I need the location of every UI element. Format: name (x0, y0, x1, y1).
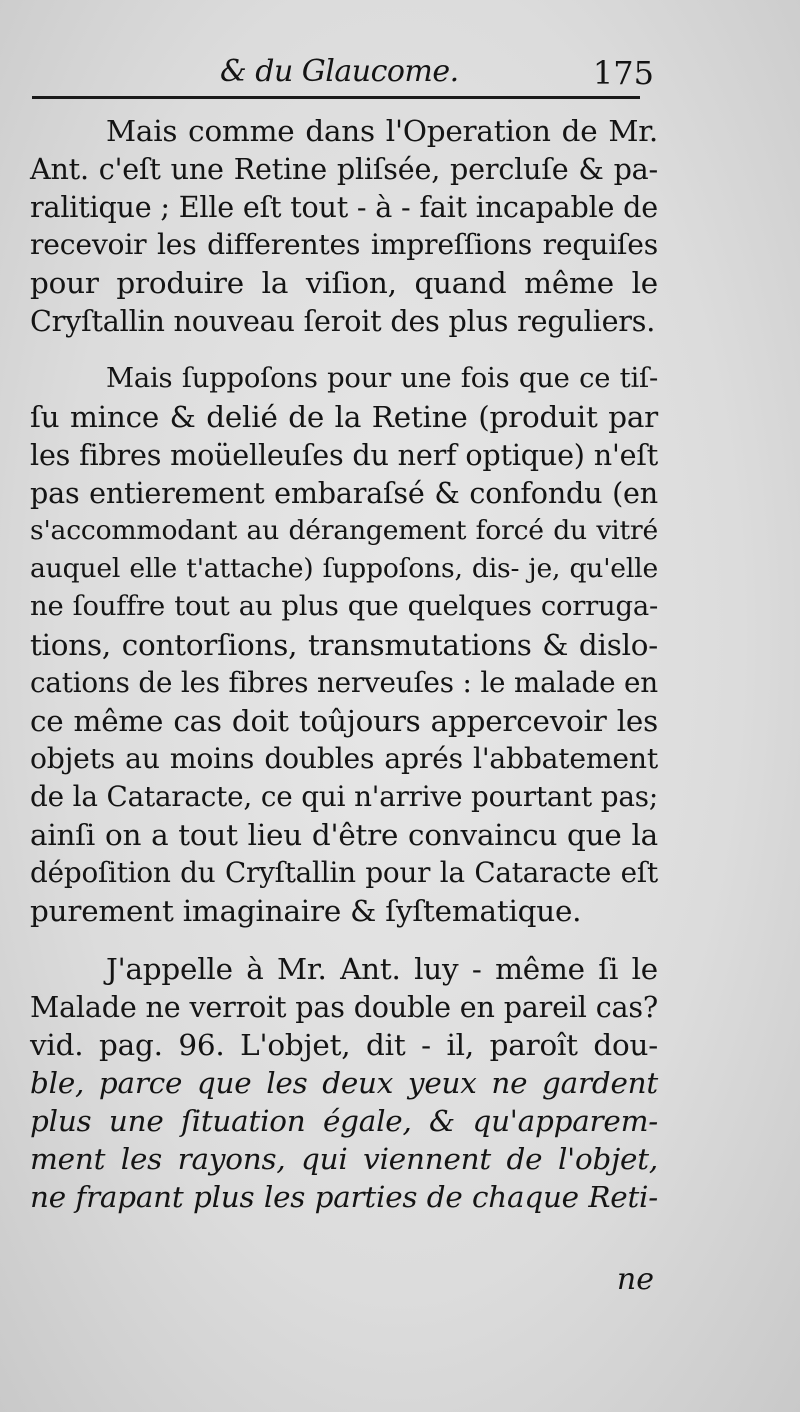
text-line: recevoir les differentes impreſſions requiſes (30, 228, 658, 261)
text-line: ne frapant plus les parties de chaque Reti- (30, 1180, 658, 1214)
body-text (30, 112, 658, 1216)
text-line: Cryſtallin nouveau ſeroit des plus reguliers. (30, 304, 656, 338)
catchword: ne (616, 1262, 654, 1297)
text-line: ne ſouffre tout au plus que quelques corruga- (30, 591, 658, 622)
text-line: Mais comme dans l'Operation de Mr. (106, 114, 658, 148)
text-line: ce même cas doit toûjours appercevoir les (30, 704, 658, 738)
text-line: pour produire la viſion, quand même le (30, 266, 658, 300)
text-line: purement imaginaire & ſyſtematique. (30, 894, 582, 928)
text-line: ainſi on a tout lieu d'être convaincu que la (30, 818, 658, 852)
paragraph-gap (30, 340, 658, 360)
text-line: ble, parce que les deux yeux ne gardent (30, 1066, 658, 1100)
text-line: ralitique ; Elle eſt tout - à - fait incapable de (30, 190, 658, 224)
paragraph-1 (30, 112, 658, 340)
running-title: & du Glaucome. (220, 54, 459, 89)
text-line: auquel elle t'attache) ſuppoſons, dis- je, qu'elle (30, 553, 658, 584)
paragraph-3 (30, 950, 658, 1216)
paragraph-2 (30, 360, 658, 930)
text-line: les fibres moüelleuſes du nerf optique) n'eſt (30, 438, 658, 472)
text-line: vid. pag. 96. L'objet, dit - il, paroît dou- (30, 1028, 658, 1062)
text-line: cations de les fibres nerveuſes : le malade en (30, 666, 658, 699)
text-line: Mais ſuppoſons pour une fois que ce tiſ- (106, 363, 658, 394)
text-line: Ant. c'eſt une Retine pliſsée, percluſe & pa- (30, 152, 658, 186)
page-header (30, 52, 660, 96)
text-line: tions, contorſions, transmutations & dislo- (30, 628, 658, 662)
text-line: dépoſition du Cryſtallin pour la Cataracte eſt (30, 856, 658, 889)
text-line: ſu mince & delié de la Retine (produit par (30, 400, 658, 434)
text-line: s'accommodant au dérangement forcé du vitré (30, 515, 658, 546)
page-number: 175 (592, 54, 654, 92)
paragraph-gap (30, 930, 658, 950)
text-line: de la Cataracte, ce qui n'arrive pourtant pas; (30, 780, 658, 813)
text-line: ment les rayons, qui viennent de l'objet, (30, 1142, 658, 1176)
header-rule (32, 96, 640, 99)
text-line: Malade ne verroit pas double en pareil cas? (30, 990, 658, 1024)
text-line: pas entierement embaraſsé & confondu (en (30, 476, 658, 510)
text-line: objets au moins doubles aprés l'abbatement (30, 742, 658, 775)
text-line: plus une ſituation égale, & qu'apparem- (30, 1104, 658, 1138)
text-line: J'appelle à Mr. Ant. luy - même ſi le (106, 952, 658, 986)
